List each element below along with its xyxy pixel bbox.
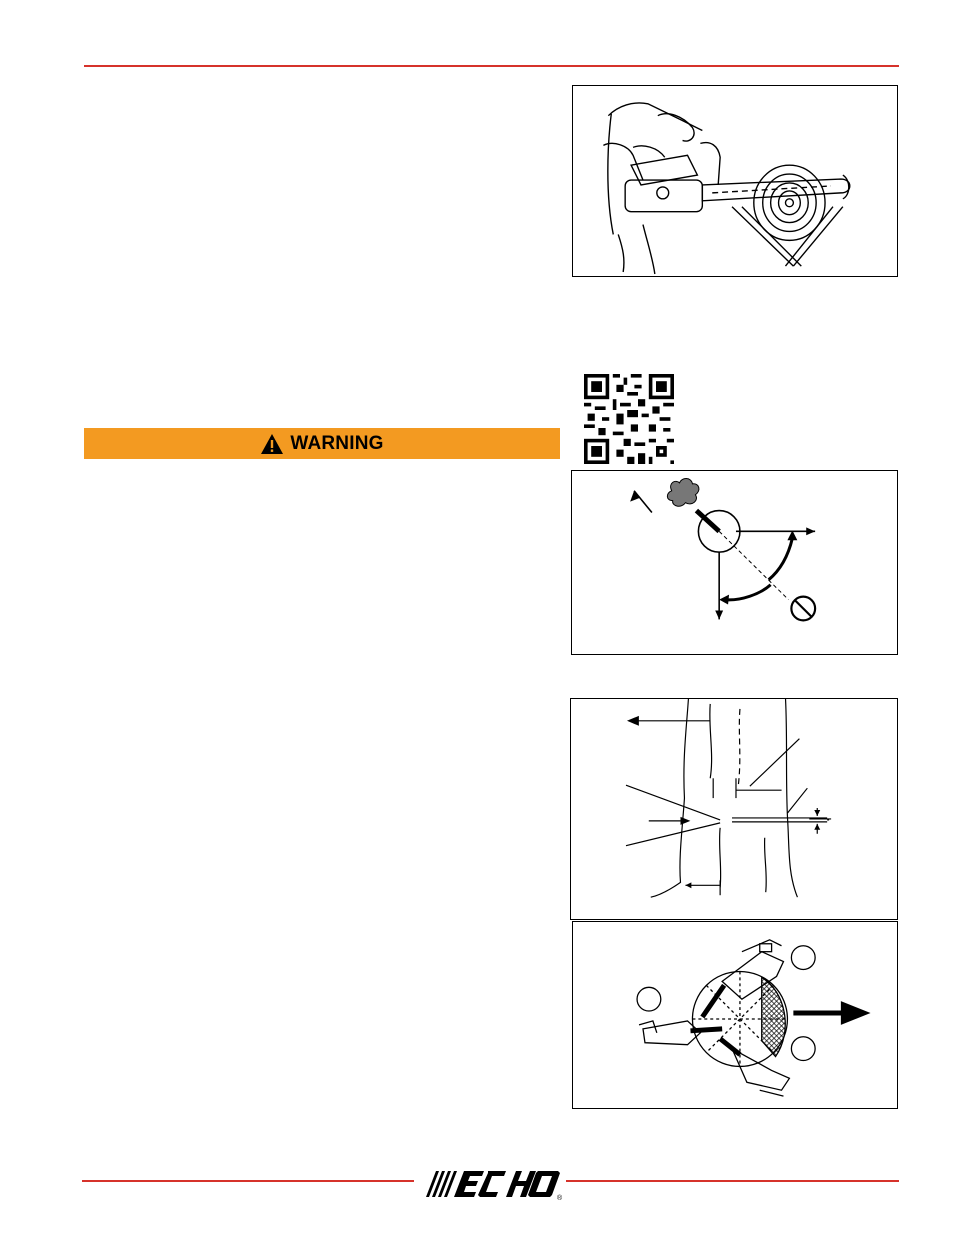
footer-rule-right (566, 1180, 899, 1182)
felling-direction-diagram (572, 471, 897, 654)
footer-rule-left (82, 1180, 414, 1182)
bucking-sequence-illustration (573, 922, 897, 1108)
figure-log-cutting (572, 85, 898, 277)
registered-mark: ® (557, 1195, 563, 1202)
chainsaw-cutting-log-illustration (573, 86, 897, 276)
warning-banner (84, 428, 560, 459)
qr-code-icon (584, 374, 674, 464)
figure-felling-directions (571, 470, 898, 655)
felling-notch-diagram (571, 699, 897, 919)
figure-bucking-sequence (572, 921, 898, 1109)
figure-notch-diagram (570, 698, 898, 920)
warning-label: WARNING (290, 432, 384, 454)
warning-triangle-icon (260, 433, 284, 455)
header-rule (84, 65, 899, 67)
echo-logo (418, 1167, 564, 1203)
